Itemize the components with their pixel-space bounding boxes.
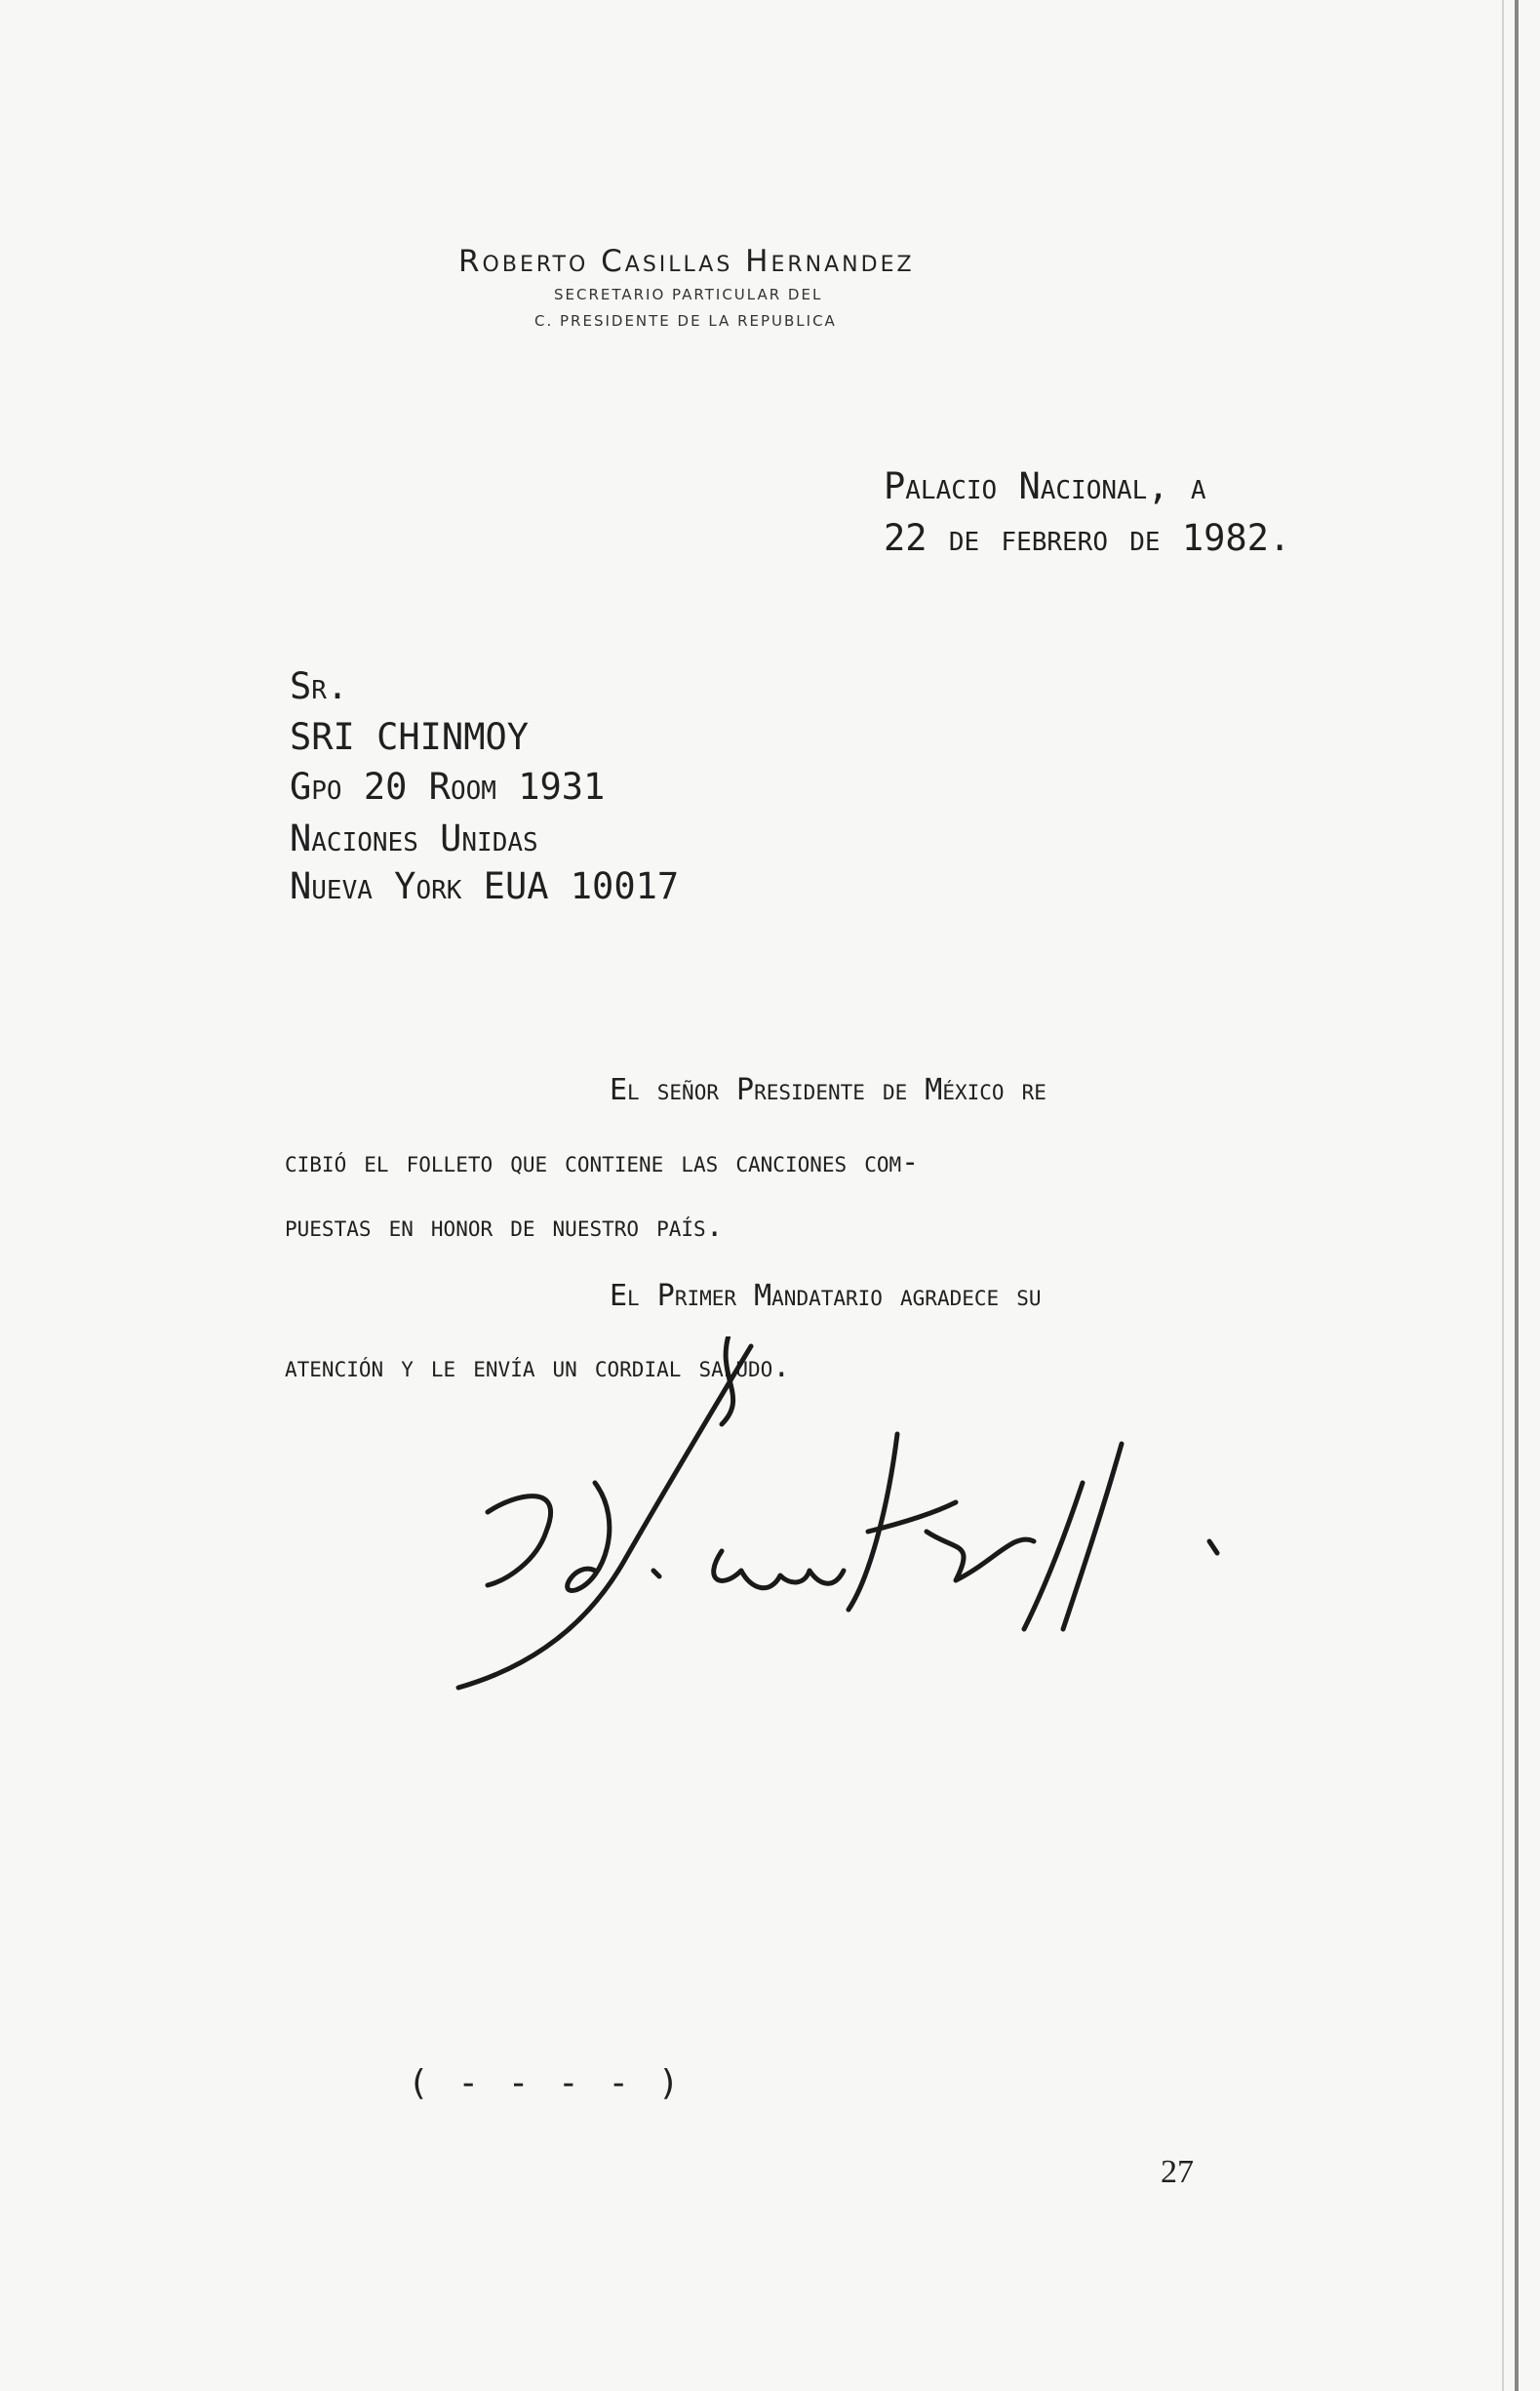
recipient-title: Sr.: [290, 665, 349, 707]
letterhead-name: Roberto Casillas Hernandez: [458, 244, 915, 279]
body-line2: cibió el folleto que contiene las canciones com-: [285, 1145, 920, 1179]
page-number: 27: [1161, 2154, 1194, 2190]
recipient-address-line3: Nueva York EUA 10017: [290, 865, 680, 907]
body-line1: El señor Presidente de México re: [610, 1073, 1046, 1107]
letterhead-title-line2: C. PRESIDENTE DE LA REPUBLICA: [534, 312, 837, 330]
date-line1: Palacio Nacional, a: [884, 465, 1206, 507]
page-shadow: [1502, 0, 1504, 2391]
letterhead-title-line1: SECRETARIO PARTICULAR DEL: [554, 286, 823, 303]
body-line5: atención y le envía un cordial saludo.: [285, 1350, 791, 1384]
body-line4: El Primer Mandatario agradece su: [610, 1279, 1042, 1313]
closing-placeholder: ( - - - - ): [408, 2063, 684, 2103]
page-edge: [1515, 0, 1519, 2391]
recipient-name: SRI CHINMOY: [290, 716, 530, 758]
recipient-address-line1: Gpo 20 Room 1931: [290, 766, 606, 808]
date-line2: 22 de febrero de 1982.: [884, 517, 1291, 559]
handwritten-signature: [429, 1336, 1248, 1697]
body-line3: puestas en honor de nuestro país.: [285, 1210, 724, 1244]
recipient-address-line2: Naciones Unidas: [290, 817, 538, 859]
